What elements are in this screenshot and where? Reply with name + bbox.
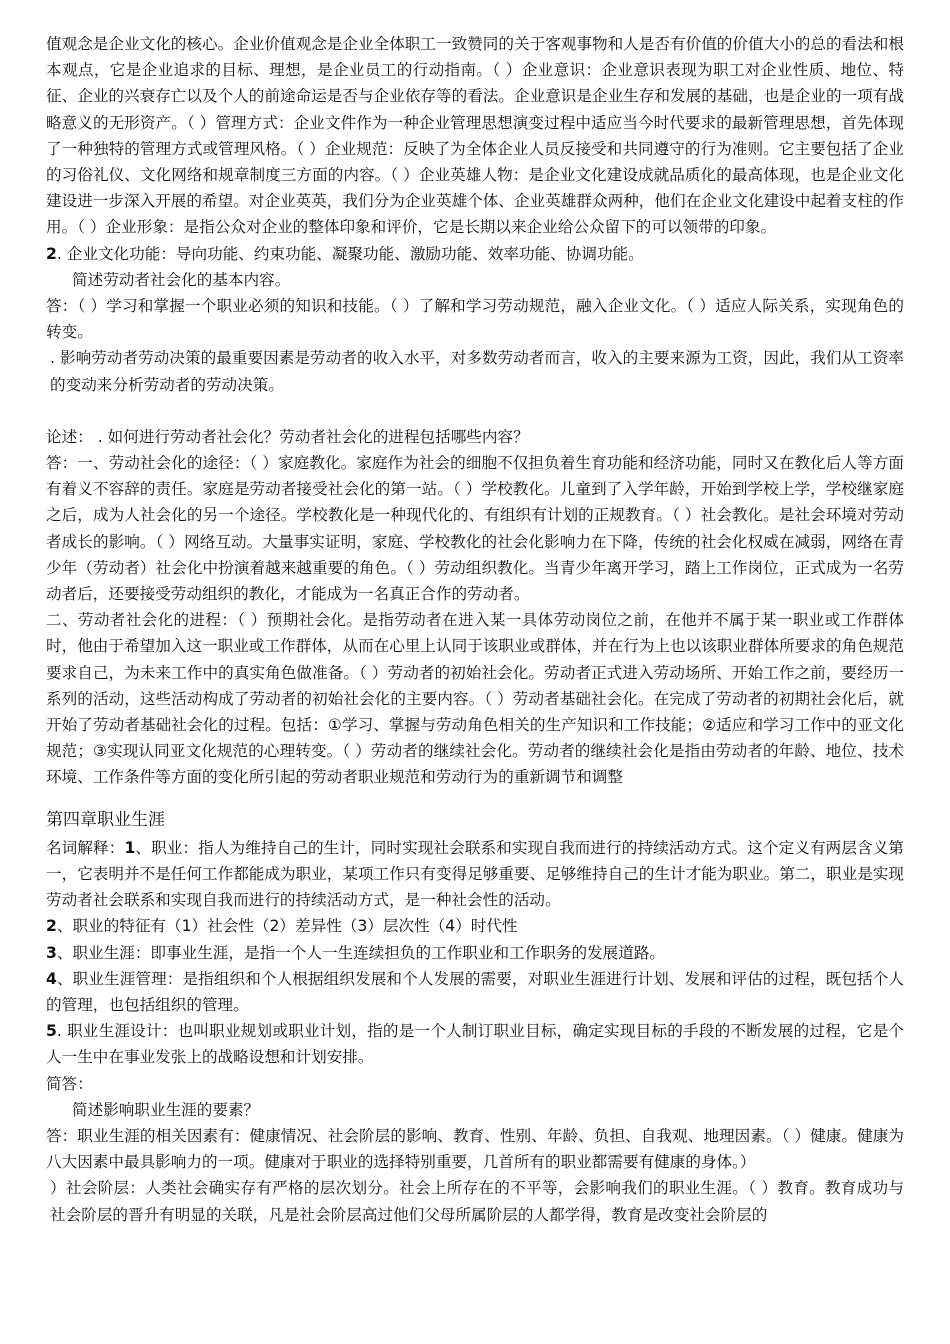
term-career-design — [46, 1018, 904, 1070]
paragraph-labor-decision: . 影响劳动者劳动决策的最重要因素是劳动者的收入水平，对多数劳动者而言，收入的主要来源为工资，因此，我们从工资率的变动来分析劳动者的劳动决策。 — [50, 349, 904, 394]
paragraph-text: 、职业：指人为维持自己的生计，同时实现社会联系和实现自我而进行的持续活动方式。这个定义有两层含义第一，它表明并不是任何工作都能成为职业，某项工作只有变得足够重要、足够维持自己的生计才能为职业。第二，职业是实现劳动者社会联系和实现自我而进行的持续活动方式，是一种社会性的活动。 — [46, 838, 904, 910]
item-number: 3 — [46, 943, 57, 962]
answer-socialization-process: 二、劳动者社会化的进程：（ ）预期社会化。是指劳动者在进入某一具体劳动岗位之前，在他并不属于某一职业或工作群体时，他由于希望加入这一职业或工作群体，从而在心里上认同于该职业或群体，并在行为上也以该职业群体所要求的角色规范要求自己，为未来工作中的真实角色做准备。（ ）劳动者的初始社会化。劳动者正式进入劳动场所、开始工作之前，要经历一系列的活动，这些活动构成了劳动者的初始社会化的主要内容。（ ）劳动者基础社会化。在完成了劳动者的初期社会化后，就开始了劳动者基础社会化的过程。包括：①学习、掌握与劳动角色相关的生产知识和工作技能；②适应和学习工作中的亚文化规范；③实现认同亚文化规范的心理转变。（ ）劳动者的继续社会化。劳动者的继续社会化是指由劳动者的年龄、地位、技术环境、工作条件等方面的变化所引起的劳动者职业规范和劳动行为的重新调节和调整 — [46, 611, 904, 787]
paragraph-text: . 企业文化功能：导向功能、约束功能、凝聚功能、激励功能、效率功能、协调功能。 — [56, 244, 644, 263]
paragraph-text: 、职业生涯管理：是指组织和个人根据组织发展和个人发展的需要，对职业生涯进行计划、发展和评估的过程，既包括个人的管理，也包括组织的管理。 — [46, 969, 904, 1014]
term-occupation-features — [46, 913, 904, 939]
spacer — [46, 398, 904, 424]
term-definition-occupation — [46, 835, 904, 914]
item-number: 2 — [46, 244, 57, 263]
item-number: 2 — [46, 917, 57, 936]
term-career-management — [46, 966, 904, 1018]
term-prefix: 名词解释： — [46, 838, 125, 857]
short-answer-label: 简答： — [46, 1074, 93, 1093]
spacer — [46, 791, 904, 805]
item-number: 4 — [46, 969, 57, 988]
paragraph-text: . 职业生涯设计：也叫职业规划或职业计划，指的是一个人制订职业目标，确定实现目标的手段的不断发展的过程，它是个人一生中在事业发张上的战略设想和计划安排。 — [46, 1022, 904, 1067]
chapter-heading: 第四章职业生涯 — [46, 809, 165, 830]
answer-career-factors: 答：职业生涯的相关因素有：健康情况、社会阶层的影响、教育、性别、年龄、负担、自我观、地理因素。（ ）健康。健康为八大因素中最具影响力的一项。健康对于职业的选择特别重要，几首所有的职业都需要有健康的身体。） — [46, 1126, 904, 1172]
essay-question: 论述： . 如何进行劳动者社会化？劳动者社会化的进程包括哪些内容？ — [46, 427, 529, 446]
item-number: 5 — [46, 1022, 57, 1041]
answer-socialization-paths: 答：一、劳动社会化的途径：（ ）家庭教化。家庭作为社会的细胞不仅担负着生育功能和经济功能，同时又在教化后人等方面有着义不容辞的责任。家庭是劳动者接受社会化的第一站。（ ）学校教化。儿童到了入学年龄，开始到学校上学，学校继家庭之后，成为人社会化的另一个途径。学校教化是一种现代化的、有组织有计划的正规教育。（ ）社会教化。是社会环境对劳动者成长的影响。（ ）网络互动。大量事实证明，家庭、学校教化的社会化影响力在下降，传统的社会化权威在减弱，网络在青少年（劳动者）社会化中扮演着越来越重要的角色。（ ）劳动组织教化。当青少年离开学习，踏上工作岗位，正式成为一名劳动者后，还要接受劳动组织的教化，才能成为一名真正合作的劳动者。 — [46, 454, 904, 604]
term-career — [46, 940, 904, 966]
answer-career-factors-continued: ）社会阶层：人类社会确实存有严格的层次划分。社会上所存在的不平等，会影响我们的职业生涯。（ ）教育。教育成功与社会阶层的晋升有明显的关联，凡是社会阶层高过他们父母所属阶层的人都学得，教育是改变社会阶层的 — [50, 1179, 904, 1224]
question-career-factors: 简述影响职业生涯的要素？ — [72, 1100, 260, 1119]
paragraph-text: 、职业的特征有（1）社会性（2）差异性（3）层次性（4）时代性 — [56, 917, 518, 936]
answer-worker-socialization: 答：（ ）学习和掌握一个职业必须的知识和技能。（ ）了解和学习劳动规范，融入企业文化。（ ）适应人际关系，实现角色的转变。 — [46, 297, 904, 342]
item-number: 1 — [124, 838, 136, 857]
question-worker-socialization: 简述劳动者社会化的基本内容。 — [72, 270, 291, 289]
paragraph-text: 、职业生涯：即事业生涯，是指一个人一生连续担负的工作职业和工作职务的发展道路。 — [56, 943, 666, 962]
paragraph-enterprise-culture-elements: 值观念是企业文化的核心。企业价值观念是企业全体职工一致赞同的关于客观事物和人是否有价值的价值大小的总的看法和根本观点，它是企业追求的目标、理想，是企业员工的行动指南。（ ）企业意识：企业意识表现为职工对企业性质、地位、特征、企业的兴衰存亡以及个人的前途命运是否与企业依存等的看法。企业意识是企业生存和发展的基础，也是企业的一项有战略意义的无形资产。（ ）管理方式：企业文件作为一种企业管理思想演变过程中适应当今时代要求的最新管理思想，首先体现了一种独特的管理方式或管理风格。（ ）企业规范：反映了为全体企业人员反接受和共同遵守的行为准则。它主要包括了企业的习俗礼仪、文化网络和规章制度三方面的内容。（ ）企业英雄人物：是企业文化建设成就品质化的最高体现，也是企业文化建设进一步深入开展的希望。对企业英英，我们分为企业英雄个体、企业英雄群众两种，他们在企业文化建设中起着支柱的作用。（ ）企业形象：是指公众对企业的整体印象和评价，它是长期以来企业给公众留下的可以领带的印象。 — [46, 35, 904, 237]
paragraph-enterprise-culture-functions — [46, 241, 904, 267]
